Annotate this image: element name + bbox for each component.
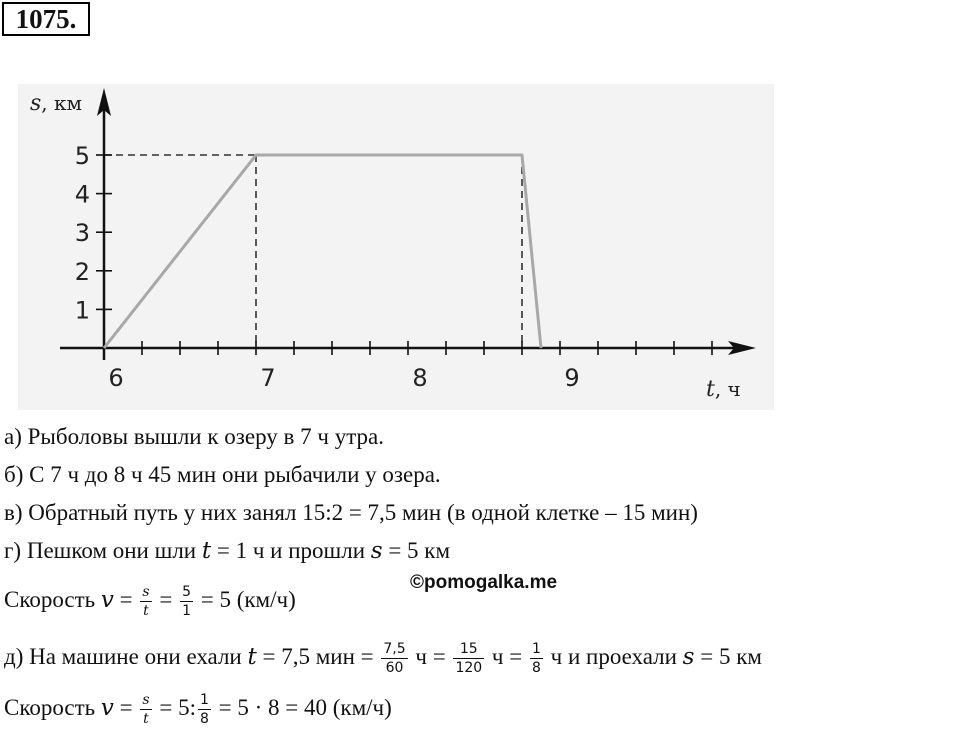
fraction-s-over-t: $\frac{s}{t}$	[142, 584, 150, 619]
fraction-1-over-8: $\frac{1}{8}$	[531, 641, 541, 676]
x-tick-label-6: 6	[108, 364, 124, 392]
fraction-5-over-1: $\frac{5}{1}$	[182, 584, 191, 619]
fraction-7-5-over-60: $\frac{7,5}{60}$	[383, 641, 406, 676]
watermark: ©pomogalka.me	[410, 572, 558, 593]
y-tick-label-3: 3	[74, 219, 90, 248]
fraction-1-over-8-2: $\frac{1}{8}$	[199, 692, 209, 727]
speed-car: Скорость v = $\frac{s}{t}$ = 5: $\frac{1}{8}$ = 5 · 8 = 40 (км/ч)	[4, 692, 392, 727]
x-tick-label-8: 8	[412, 364, 428, 392]
y-axis-title: s, км	[30, 91, 83, 116]
chart-svg	[0, 80, 780, 420]
answer-a: а) Рыболовы вышли к озеру в 7 ч утра.	[4, 424, 384, 449]
y-tick-label-2: 2	[74, 257, 90, 286]
y-tick-label-5: 5	[74, 142, 90, 170]
x-axis-title: t, ч	[706, 377, 741, 402]
answer-v: в) Обратный путь у них занял 15:2 = 7,5 мин (в одной клетке – 15 мин)	[4, 500, 698, 525]
answer-b: б) С 7 ч до 8 ч 45 мин они рыбачили у озера.	[4, 462, 441, 487]
fraction-s-over-t-2: $\frac{s}{t}$	[142, 692, 150, 727]
answer-d: д) На машине они ехали t = 7,5 мин = $\frac{7,5}{60}$ ч = $\frac{15}{120}$ ч = $\frac{1}{8}$ ч и проехали s = 5 км	[4, 641, 762, 676]
distance-time-chart	[0, 80, 780, 420]
y-tick-label-1: 1	[74, 296, 90, 325]
speed-walking: Скорость v = $\frac{s}{t}$ = $\frac{5}{1}$ = 5 (км/ч)	[4, 584, 296, 619]
answer-g: г) Пешком они шли t = 1 ч и прошли s = 5 км	[4, 538, 451, 564]
fraction-15-over-120: $\frac{15}{120}$	[455, 641, 483, 676]
x-tick-label-9: 9	[564, 364, 580, 392]
problem-number: 1075.	[2, 2, 90, 36]
chart-background	[18, 84, 774, 410]
y-tick-label-4: 4	[74, 180, 90, 209]
x-tick-label-7: 7	[260, 364, 276, 392]
